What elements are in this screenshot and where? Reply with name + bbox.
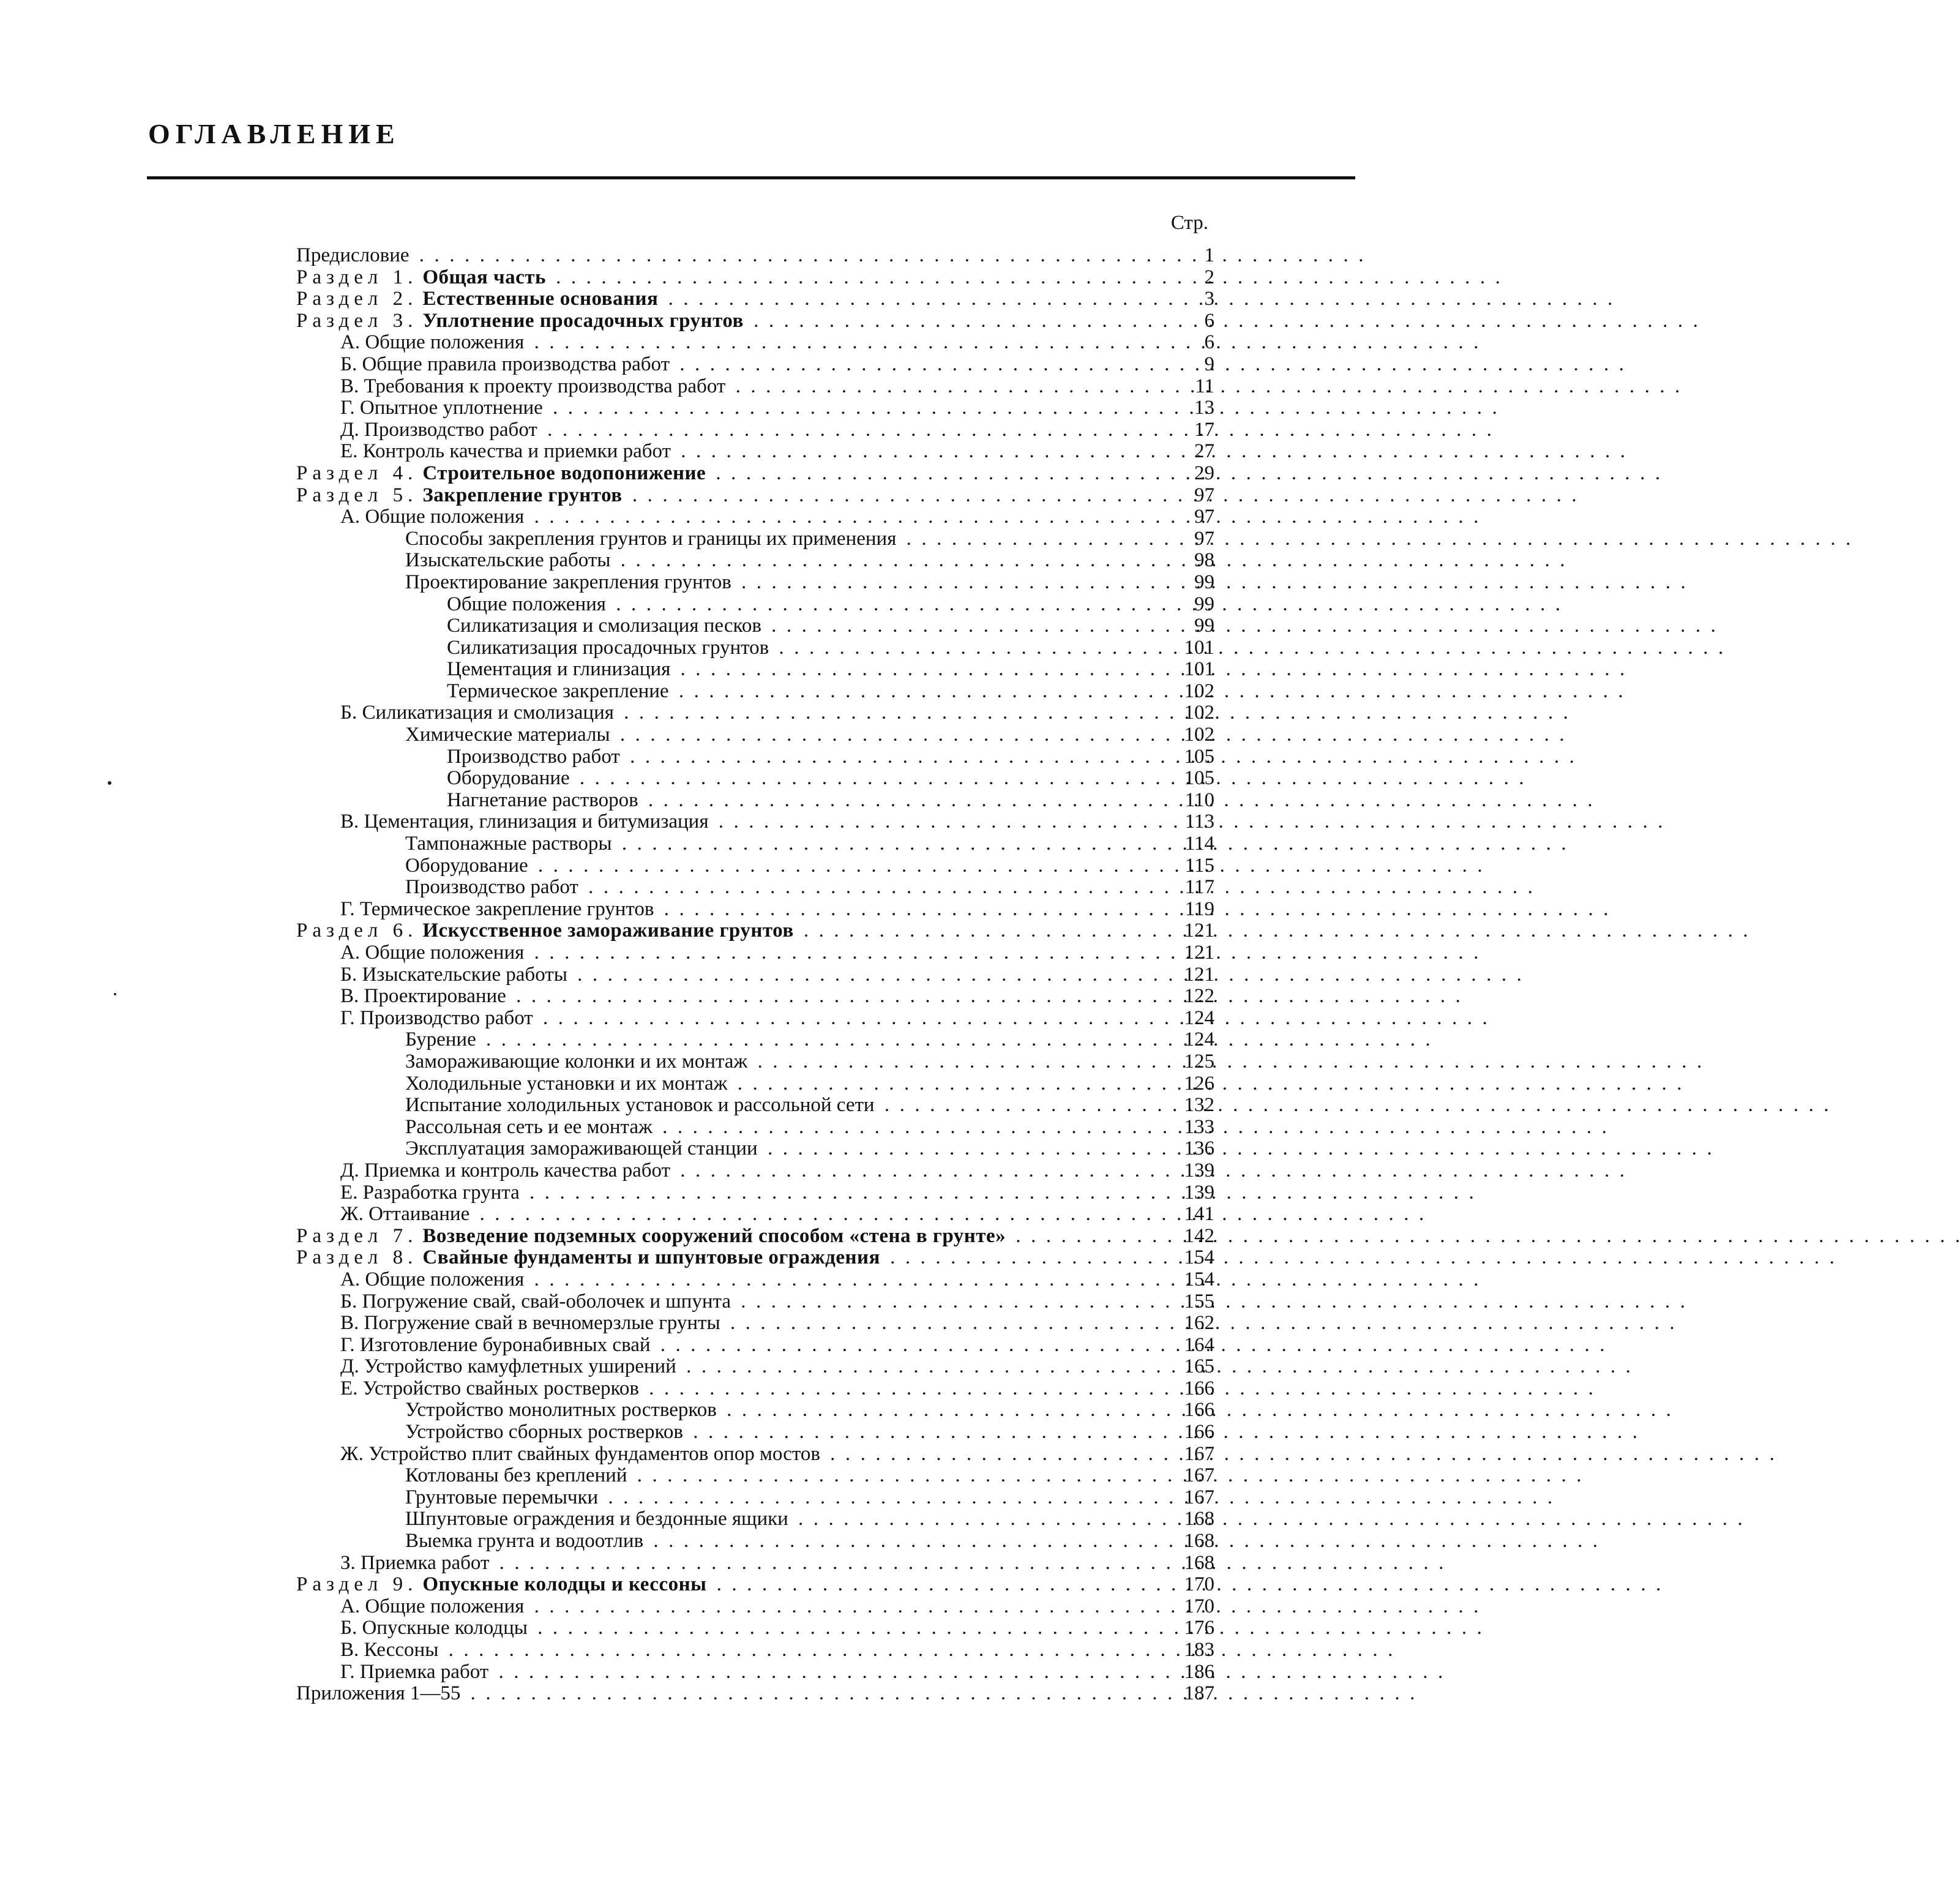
toc-page-number: 105 (1184, 767, 1214, 790)
toc-entry-title: Замораживающие колонки и их монтаж (405, 1050, 748, 1073)
toc-page-number: 97 (1194, 527, 1214, 550)
toc-entry-title: Д. Приемка и контроль качества работ (340, 1159, 671, 1182)
toc-entry-title: Г. Производство работ (340, 1006, 533, 1029)
toc-page-number: 166 (1184, 1399, 1214, 1421)
toc-entry-title: Изыскательские работы (405, 549, 611, 572)
toc-entry-title: В. Требования к проекту производства работ (340, 375, 726, 397)
toc-entry-title: Оборудование (405, 854, 528, 877)
toc-page-number: 122 (1184, 985, 1214, 1008)
toc-page-number: 117 (1184, 876, 1214, 899)
dot-leader (752, 1051, 1168, 1073)
toc-entry (296, 855, 1214, 877)
toc-entry (296, 463, 1214, 485)
toc-page-number: 98 (1194, 549, 1214, 572)
toc-page-number: 27 (1194, 440, 1214, 463)
toc-page-number: 136 (1184, 1137, 1214, 1160)
table-of-contents (296, 245, 1214, 1705)
dot-leader (736, 1291, 1168, 1313)
dot-leader (730, 376, 1168, 398)
dot-leader (619, 702, 1168, 724)
dot-leader (901, 528, 1168, 550)
toc-page-number: 113 (1184, 811, 1214, 833)
dot-leader (799, 920, 1168, 942)
toc-page-number: 110 (1184, 788, 1214, 811)
toc-entry-title: В. Погружение свай в вечномерзлые грунты (340, 1312, 720, 1335)
toc-entry-title: Свайные фундаменты и шпунтовые ограждения (422, 1246, 880, 1269)
toc-entry (296, 1313, 1214, 1335)
toc-entry-title: Силикатизация и смолизация песков (447, 615, 761, 637)
toc-entry (296, 1335, 1214, 1357)
toc-entry (296, 899, 1214, 921)
toc-entry (296, 1596, 1214, 1618)
toc-page-number: 101 (1184, 636, 1214, 659)
toc-entry (296, 1226, 1214, 1248)
dot-leader (656, 1335, 1168, 1357)
toc-section-prefix: Раздел 6. (296, 919, 418, 942)
toc-section-prefix: Раздел 7. (296, 1224, 418, 1247)
dot-leader (625, 746, 1168, 768)
toc-entry-title: Общие положения (447, 593, 606, 615)
toc-entry-title: Рассольная сеть и ее монтаж (405, 1115, 653, 1138)
scan-speck (108, 781, 111, 785)
dot-leader (711, 463, 1168, 485)
toc-entry-title: Грунтовые перемычки (405, 1486, 599, 1508)
toc-entry-title: З. Приемка работ (340, 1551, 490, 1574)
toc-entry (296, 485, 1214, 507)
toc-page-number: 167 (1184, 1464, 1214, 1487)
dot-leader (675, 659, 1168, 681)
toc-entry (296, 528, 1214, 550)
toc-entry (296, 1552, 1214, 1575)
toc-entry (296, 1617, 1214, 1639)
dot-leader (688, 1421, 1168, 1444)
dot-leader (714, 811, 1168, 833)
toc-entry (296, 833, 1214, 855)
dot-leader (611, 594, 1168, 616)
toc-page-number: 97 (1194, 506, 1214, 528)
toc-entry-title: Химические материалы (405, 724, 610, 746)
toc-entry-title: Е. Разработка грунта (340, 1181, 520, 1204)
toc-entry-title: А. Общие положения (340, 1268, 525, 1290)
title-rule (147, 176, 1355, 179)
dot-leader (644, 1378, 1168, 1400)
toc-entry (296, 1160, 1214, 1182)
toc-page-number: 155 (1184, 1290, 1214, 1313)
toc-entry-title: Д. Устройство камуфлетных уширений (340, 1355, 676, 1378)
toc-entry-title: Общая часть (422, 266, 546, 288)
toc-page-number: 97 (1194, 484, 1214, 506)
toc-entry (296, 1574, 1214, 1596)
page-title: ОГЛАВЛЕНИЕ (148, 118, 400, 149)
toc-page-number: 101 (1184, 658, 1214, 681)
dot-leader (663, 288, 1168, 310)
dot-leader (681, 1356, 1168, 1378)
toc-entry (296, 1204, 1214, 1226)
toc-entry (296, 790, 1214, 812)
dot-leader (774, 637, 1168, 659)
dot-leader (525, 1182, 1168, 1204)
dot-leader (583, 877, 1168, 899)
toc-entry-title: А. Общие положения (340, 331, 525, 354)
toc-entry-title: Приложения 1—55 (296, 1682, 461, 1705)
toc-entry-title: Строительное водопонижение (422, 462, 706, 484)
toc-page-number: 119 (1184, 897, 1214, 920)
toc-entry-title: Цементация и глинизация (447, 658, 671, 681)
toc-entry-title: Д. Производство работ (340, 418, 537, 441)
toc-page-number: 6 (1204, 309, 1214, 332)
dot-leader (538, 1008, 1168, 1030)
toc-page-number: 168 (1184, 1508, 1214, 1530)
toc-page-number: 99 (1194, 571, 1214, 593)
toc-entry-title: А. Общие положения (340, 506, 525, 528)
toc-entry-title: Б. Общие правила производства работ (340, 353, 670, 375)
toc-entry (296, 1399, 1214, 1421)
toc-entry-title: Котлованы без креплений (405, 1464, 627, 1487)
toc-entry-title: Нагнетание растворов (447, 788, 638, 811)
toc-page-number: 133 (1184, 1115, 1214, 1138)
dot-leader (414, 245, 1169, 267)
toc-entry (296, 1530, 1214, 1552)
dot-leader (617, 833, 1168, 855)
dot-leader (575, 768, 1168, 790)
dot-leader (648, 1530, 1168, 1552)
toc-entry (296, 245, 1214, 267)
toc-entry (296, 332, 1214, 354)
dot-leader (880, 1095, 1168, 1117)
toc-entry (296, 1661, 1214, 1683)
toc-page-number: 121 (1184, 942, 1214, 964)
toc-entry-title: Г. Приемка работ (340, 1660, 489, 1683)
toc-entry (296, 419, 1214, 441)
dot-leader (825, 1444, 1168, 1466)
toc-page-number: 165 (1184, 1355, 1214, 1378)
toc-entry (296, 1683, 1214, 1705)
toc-entry-title: Термическое закрепление (447, 680, 669, 702)
dot-leader (722, 1399, 1168, 1421)
toc-entry-title: Ж. Устройство плит свайных фундаментов опор мостов (340, 1442, 820, 1465)
dot-leader (529, 942, 1168, 964)
toc-entry-title: Производство работ (405, 876, 578, 899)
toc-entry (296, 1508, 1214, 1530)
dot-leader (674, 681, 1168, 703)
toc-entry-title: Б. Опускные колодцы (340, 1617, 528, 1639)
dot-leader (493, 1661, 1168, 1683)
toc-page-number: 170 (1184, 1595, 1214, 1617)
toc-entry (296, 572, 1214, 594)
toc-entry (296, 942, 1214, 964)
toc-entry (296, 310, 1214, 332)
toc-page-number: 154 (1184, 1246, 1214, 1269)
dot-leader (465, 1683, 1168, 1705)
dot-leader (529, 1269, 1168, 1291)
toc-page-number: 168 (1184, 1530, 1214, 1552)
toc-page-number: 3 (1204, 288, 1214, 310)
toc-section-prefix: Раздел 5. (296, 484, 418, 506)
toc-page-number: 102 (1184, 702, 1214, 724)
toc-page-number: 126 (1184, 1072, 1214, 1095)
toc-entry (296, 1029, 1214, 1051)
toc-page-number: 132 (1184, 1094, 1214, 1117)
dot-leader (675, 1160, 1168, 1182)
toc-page-number: 124 (1184, 1006, 1214, 1029)
toc-entry-title: Е. Контроль качества и приемки работ (340, 440, 671, 463)
toc-entry (296, 1095, 1214, 1117)
toc-entry-title: Тампонажные растворы (405, 833, 612, 855)
toc-entry (296, 681, 1214, 703)
page-column-label: Стр. (1170, 212, 1208, 234)
toc-entry (296, 1378, 1214, 1400)
toc-entry (296, 267, 1214, 289)
dot-leader (885, 1247, 1168, 1269)
toc-page-number: 114 (1184, 833, 1214, 855)
toc-entry (296, 920, 1214, 942)
toc-entry-title: Оборудование (447, 767, 570, 790)
toc-entry (296, 724, 1214, 746)
toc-entry (296, 1291, 1214, 1313)
dot-leader (474, 1204, 1168, 1226)
toc-entry-title: Устройство сборных ростверков (405, 1421, 683, 1444)
toc-entry-title: Б. Силикатизация и смолизация (340, 702, 614, 724)
toc-entry-title: Е. Устройство свайных ростверков (340, 1377, 639, 1399)
toc-page-number: 164 (1184, 1333, 1214, 1356)
toc-page-number: 162 (1184, 1312, 1214, 1335)
toc-page-number: 139 (1184, 1181, 1214, 1204)
toc-page-number: 1 (1204, 244, 1214, 266)
dot-leader (643, 790, 1168, 812)
dot-leader (1011, 1226, 1168, 1248)
toc-entry (296, 1269, 1214, 1291)
toc-page-number: 141 (1184, 1203, 1214, 1226)
toc-entry-title: Уплотнение просадочных грунтов (422, 309, 744, 332)
toc-entry-title: Выемка грунта и водоотлив (405, 1530, 644, 1552)
toc-entry-title: Г. Опытное уплотнение (340, 397, 543, 419)
toc-section-prefix: Раздел 1. (296, 266, 418, 288)
toc-page-number: 168 (1184, 1551, 1214, 1574)
toc-entry (296, 397, 1214, 419)
dot-leader (725, 1313, 1168, 1335)
toc-entry-title: В. Цементация, глинизация и битумизация (340, 811, 709, 833)
toc-page-number: 170 (1184, 1573, 1214, 1596)
toc-entry (296, 288, 1214, 310)
toc-page-number: 167 (1184, 1442, 1214, 1465)
toc-entry (296, 615, 1214, 637)
toc-entry-title: Предисловие (296, 244, 410, 266)
dot-leader (542, 419, 1168, 441)
dot-leader (632, 1465, 1168, 1487)
toc-entry-title: Ж. Оттаивание (340, 1203, 470, 1226)
toc-entry-title: Закрепление грунтов (422, 484, 623, 506)
toc-entry-title: Испытание холодильных установок и рассольной сети (405, 1094, 875, 1117)
toc-page-number: 142 (1184, 1224, 1214, 1247)
dot-leader (766, 615, 1168, 637)
toc-entry-title: Б. Изыскательские работы (340, 963, 567, 986)
toc-entry (296, 986, 1214, 1008)
toc-entry-title: Эксплуатация замораживающей станции (405, 1137, 758, 1160)
toc-entry (296, 594, 1214, 616)
toc-entry (296, 1444, 1214, 1466)
toc-page-number: 11 (1195, 375, 1214, 397)
dot-leader (533, 1617, 1168, 1639)
toc-page-number: 102 (1184, 724, 1214, 746)
toc-page-number: 105 (1184, 745, 1214, 768)
toc-page-number: 154 (1184, 1268, 1214, 1290)
dot-leader (443, 1639, 1168, 1661)
dot-leader (657, 1117, 1168, 1139)
toc-entry-title: Г. Термическое закрепление грунтов (340, 897, 654, 920)
toc-entry (296, 1073, 1214, 1095)
dot-leader (533, 855, 1168, 877)
toc-entry (296, 877, 1214, 899)
toc-entry-title: В. Проектирование (340, 985, 506, 1008)
dot-leader (529, 506, 1168, 528)
toc-page-number: 115 (1184, 854, 1214, 877)
dot-leader (481, 1029, 1168, 1051)
toc-page-number: 6 (1204, 331, 1214, 354)
dot-leader (627, 485, 1168, 507)
toc-page-number: 167 (1184, 1486, 1214, 1508)
toc-entry (296, 1356, 1214, 1378)
toc-entry-title: Естественные основания (422, 288, 659, 310)
toc-entry (296, 506, 1214, 528)
dot-leader (711, 1574, 1168, 1596)
toc-entry-title: А. Общие положения (340, 942, 525, 964)
toc-page-number: 139 (1184, 1159, 1214, 1182)
toc-page-number: 102 (1184, 680, 1214, 702)
dot-leader (511, 986, 1168, 1008)
toc-page-number: 9 (1204, 353, 1214, 375)
toc-entry (296, 1138, 1214, 1160)
toc-entry (296, 1487, 1214, 1509)
dot-leader (572, 964, 1168, 986)
dot-leader (615, 550, 1168, 572)
toc-entry (296, 1182, 1214, 1204)
toc-entry (296, 354, 1214, 376)
dot-leader (529, 332, 1168, 354)
dot-leader (615, 724, 1168, 746)
toc-entry-title: Возведение подземных сооружений способом «стена в грунте» (422, 1224, 1006, 1247)
toc-entry (296, 1465, 1214, 1487)
toc-page-number: 29 (1194, 462, 1214, 484)
toc-entry (296, 441, 1214, 463)
toc-entry (296, 550, 1214, 572)
scan-speck (114, 993, 116, 995)
toc-entry (296, 746, 1214, 768)
toc-entry-title: Холодильные установки и их монтаж (405, 1072, 728, 1095)
toc-page-number: 121 (1184, 963, 1214, 986)
dot-leader (763, 1138, 1168, 1160)
toc-section-prefix: Раздел 3. (296, 309, 418, 332)
toc-page-number: 2 (1204, 266, 1214, 288)
toc-entry (296, 1639, 1214, 1661)
dot-leader (736, 572, 1168, 594)
toc-entry-title: Б. Погружение свай, свай-оболочек и шпунта (340, 1290, 731, 1313)
toc-entry (296, 637, 1214, 659)
toc-entry (296, 376, 1214, 398)
dot-leader (551, 267, 1168, 289)
toc-page-number: 13 (1194, 397, 1214, 419)
toc-page-number: 99 (1194, 615, 1214, 637)
toc-entry-title: Г. Изготовление буронабивных свай (340, 1333, 651, 1356)
dot-leader (749, 310, 1168, 332)
toc-entry (296, 1117, 1214, 1139)
dot-leader (675, 354, 1168, 376)
dot-leader (529, 1596, 1168, 1618)
toc-section-prefix: Раздел 2. (296, 288, 418, 310)
toc-entry (296, 811, 1214, 833)
dot-leader (659, 899, 1169, 921)
toc-entry-title: Шпунтовые ограждения и бездонные ящики (405, 1508, 788, 1530)
toc-entry (296, 768, 1214, 790)
toc-entry-title: Проектирование закрепления грунтов (405, 571, 731, 593)
toc-section-prefix: Раздел 8. (296, 1246, 418, 1269)
toc-page-number: 176 (1184, 1617, 1214, 1639)
toc-entry-title: А. Общие положения (340, 1595, 525, 1617)
toc-page-number: 124 (1184, 1028, 1214, 1051)
toc-entry (296, 964, 1214, 986)
toc-page-number: 166 (1184, 1377, 1214, 1399)
dot-leader (676, 441, 1168, 463)
toc-page-number: 17 (1194, 418, 1214, 441)
toc-entry-title: Способы закрепления грунтов и границы их применения (405, 527, 897, 550)
toc-entry-title: Устройство монолитных ростверков (405, 1399, 717, 1421)
toc-entry-title: Бурение (405, 1028, 476, 1051)
toc-entry-title: Опускные колодцы и кессоны (422, 1573, 707, 1596)
toc-section-prefix: Раздел 9. (296, 1573, 418, 1596)
toc-page-number: 125 (1184, 1050, 1214, 1073)
toc-entry-title: Силикатизация просадочных грунтов (447, 636, 769, 659)
dot-leader (548, 397, 1168, 419)
toc-entry (296, 1421, 1214, 1444)
toc-page-number: 183 (1184, 1639, 1214, 1661)
dot-leader (793, 1508, 1168, 1530)
dot-leader (494, 1552, 1168, 1575)
toc-page-number: 166 (1184, 1421, 1214, 1444)
toc-entry-title: Искусственное замораживание грунтов (422, 919, 794, 942)
toc-section-prefix: Раздел 4. (296, 462, 418, 484)
toc-entry (296, 1051, 1214, 1073)
toc-entry-title: В. Кессоны (340, 1639, 439, 1661)
toc-entry (296, 1008, 1214, 1030)
toc-entry (296, 1247, 1214, 1269)
toc-page-number: 121 (1184, 919, 1214, 942)
toc-entry (296, 702, 1214, 724)
toc-page-number: 186 (1184, 1660, 1214, 1683)
toc-page-number: 99 (1194, 593, 1214, 615)
dot-leader (732, 1073, 1168, 1095)
dot-leader (603, 1487, 1168, 1509)
toc-entry (296, 659, 1214, 681)
toc-entry-title: Производство работ (447, 745, 620, 768)
toc-page-number: 187 (1184, 1682, 1214, 1705)
